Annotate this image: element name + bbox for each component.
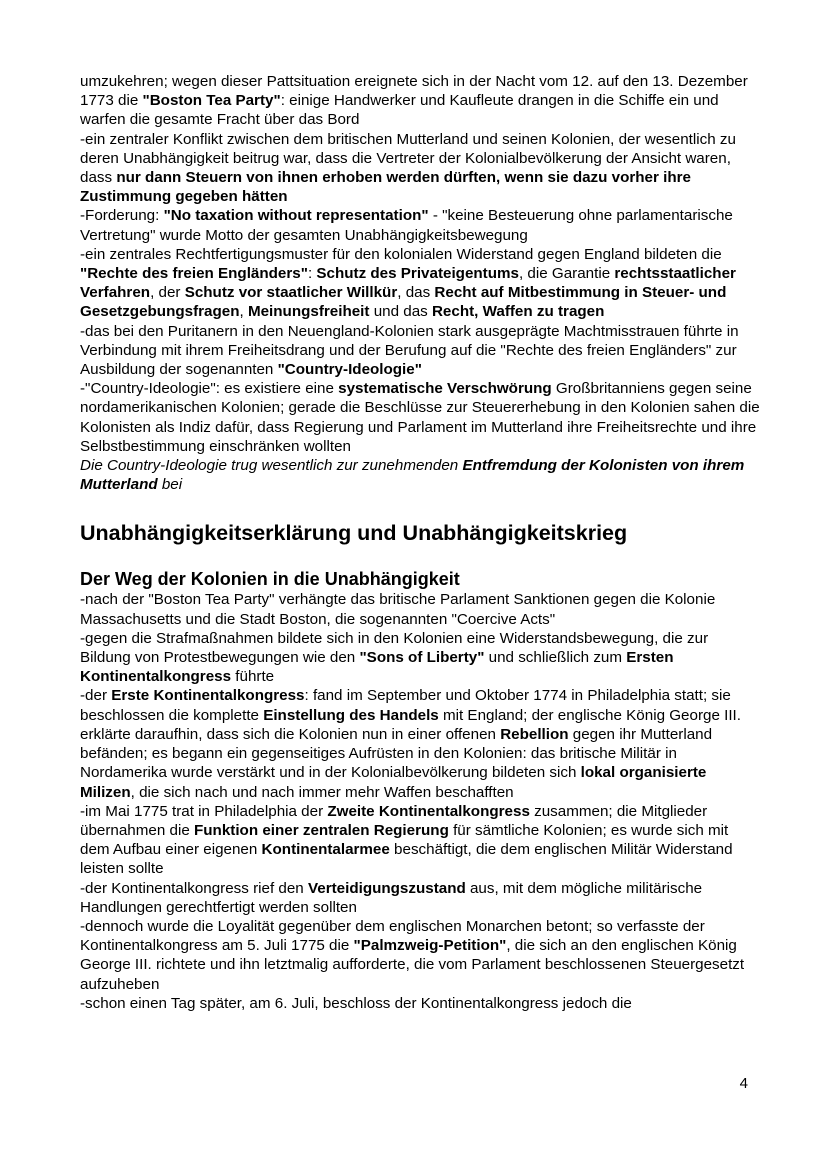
text-run: -"Country-Ideologie": es existiere eine	[80, 380, 339, 398]
text-run: ,	[239, 303, 248, 321]
text-run: und schließlich zum	[484, 649, 627, 667]
emphasis-text: lokal organisierte Milizen	[80, 764, 707, 801]
text-run: -der Kontinentalkongress rief den	[80, 879, 308, 897]
text-run: -nach der "Boston Tea Party" verhängte das britische Parlament Sanktionen gegen die Kolonie Massachusetts und die Stadt Boston, die sogenannten "Coercive Acts"	[80, 591, 716, 628]
paragraph	[80, 379, 760, 456]
text-run: : einige Handwerker und Kaufleute drangen in die Schiffe ein und warfen die gesamte Fracht über das Bord	[80, 92, 719, 129]
text-run: -im Mai 1775 trat in Philadelphia der	[80, 802, 328, 820]
text-run: -Forderung:	[80, 207, 164, 225]
text-run: , der	[150, 284, 185, 302]
emphasis-text: Kontinentalarmee	[261, 841, 390, 859]
text-run: -der	[80, 687, 112, 705]
section-text	[80, 590, 760, 1012]
paragraph	[80, 245, 760, 322]
paragraph	[80, 590, 760, 628]
text-run: umzukehren; wegen dieser Pattsituation ereignete sich in der Nacht vom 12. auf den 13. Dezember 1773 die	[80, 73, 748, 110]
text-run: -das bei den Puritanern in den Neuengland-Kolonien stark ausgeprägte Machtmisstrauen führte in Verbindung mit ihrem Freiheitsdrang und der Berufung auf die "Rechte des freien Engländers" zur Ausbildung der sogenannten	[80, 322, 739, 379]
emphasis-text: "Sons of Liberty"	[359, 649, 485, 667]
document-page	[80, 72, 760, 1013]
emphasis-text: Schutz vor staatlicher Willkür	[184, 284, 398, 302]
emphasis-text: Verteidigungszustand	[307, 879, 466, 897]
text-run: , das	[397, 284, 435, 302]
emphasis-text: Funktion einer zentralen Regierung	[194, 821, 449, 839]
emphasis-text: Meinungsfreiheit	[247, 303, 370, 321]
paragraph	[80, 917, 760, 994]
text-run: , die sich an den englischen König George III. richtete und ihn letztmalig aufforderte, die vom Parlament beschlossenen Steuergesetzt aufzuheben	[80, 937, 745, 993]
text-run: beschäftigt, die dem englischen Militär Widerstand leisten sollte	[80, 841, 733, 878]
emphasis-text: "Rechte des freien Engländers"	[80, 265, 308, 283]
text-run: aus, mit dem mögliche militärische Handlungen gerechtfertigt werden sollten	[80, 879, 703, 916]
text-run: führte	[231, 668, 275, 686]
emphasis-text: Ersten Kontinentalkongress	[80, 649, 674, 686]
emphasis-text: Recht auf Mitbestimmung in Steuer- und Gesetzgebungsfragen	[80, 284, 727, 321]
emphasis-text: nur dann Steuern von ihnen erhoben werden dürften, wenn sie dazu vorher ihre Zustimmung gegeben hätten	[80, 169, 691, 206]
paragraph	[80, 456, 760, 494]
text-run: :	[307, 265, 317, 283]
text-run: Großbritanniens gegen seine nordamerikanischen Kolonien; gerade die Beschlüsse zur Steuererhebung in den Kolonien sahen die Kolonisten als Indiz dafür, dass Regierung und Parlament im Mutterland ihre Freiheitsrechte und ihre Selbstbestimmung einschränken wollten	[80, 380, 760, 455]
emphasis-text: Rebellion	[500, 725, 569, 743]
emphasis-text: "Country-Ideologie"	[277, 361, 422, 379]
subsection-heading: Der Weg der Kolonien in die Unabhängigkeit	[80, 569, 460, 590]
paragraph	[80, 802, 760, 879]
text-run: für sämtliche Kolonien; es wurde sich mit dem Aufbau einer eigenen	[80, 821, 729, 859]
text-run: -dennoch wurde die Loyalität gegenüber dem englischen Monarchen betont; so verfasste der Kontinentalkongress am 5. Juli 1775 die	[80, 917, 705, 955]
emphasis-text: "No taxation without representation"	[163, 207, 429, 225]
text-run: -ein zentrales Rechtfertigungsmuster für den kolonialen Widerstand gegen England bildeten die	[80, 245, 722, 263]
paragraph	[80, 130, 760, 207]
text-run: , die sich nach und nach immer mehr Waffen beschafften	[130, 783, 514, 801]
emphasis-text: systematische Verschwörung	[338, 380, 552, 398]
emphasis-text: Zweite Kontinentalkongress	[327, 802, 530, 820]
text-run: -ein zentraler Konflikt zwischen dem britischen Mutterland und seinen Kolonien, der wesentlich zu deren Unabhängigkeit beitrug war, dass die Vertreter der Kolonialbevölkerung der Ansicht waren, dass	[80, 130, 736, 187]
text-run: bei	[157, 476, 183, 494]
paragraph	[80, 994, 760, 1013]
text-run: mit England; der englische König George III. erklärte daraufhin, dass sich die Kolonien nun in einer offenen	[80, 706, 741, 743]
emphasis-text: rechtsstaatlicher Verfahren	[80, 265, 736, 302]
text-run: -gegen die Strafmaßnahmen bildete sich in den Kolonien eine Widerstandsbewegung, die zur Bildung von Protestbewegungen wie den	[80, 629, 709, 667]
emphasis-text: Recht, Waffen zu tragen	[431, 303, 605, 321]
text-run: Die Country-Ideologie trug wesentlich zur zunehmenden	[80, 457, 463, 475]
text-run: , die Garantie	[518, 265, 615, 283]
emphasis-text: Erste Kontinentalkongress	[111, 687, 305, 705]
emphasis-text: Entfremdung der Kolonisten von ihrem Mutterland	[80, 457, 745, 494]
paragraph	[80, 629, 760, 687]
text-run: - "keine Besteuerung ohne parlamentarische Vertretung" wurde Motto der gesamten Unabhängigkeitsbewegung	[80, 207, 733, 244]
paragraph	[80, 686, 760, 801]
paragraph	[80, 72, 760, 130]
text-run: -schon einen Tag später, am 6. Juli, beschloss der Kontinentalkongress jedoch die	[80, 994, 632, 1012]
text-run: gegen ihr Mutterland befänden; es begann ein gegenseitiges Aufrüsten in den Kolonien: das britische Militär in Nordamerika wurde verstärkt und in der Kolonialbevölkerung bildeten sich	[80, 725, 713, 782]
paragraph	[80, 322, 760, 380]
section-heading: Unabhängigkeitserklärung und Unabhängigkeitskrieg	[80, 521, 628, 546]
paragraph	[80, 206, 760, 244]
text-run: zusammen; die Mitglieder übernahmen die	[80, 802, 708, 839]
emphasis-text: "Palmzweig-Petition"	[353, 937, 507, 955]
text-run: : fand im September und Oktober 1774 in Philadelphia statt; sie beschlossen die komplette	[80, 687, 731, 724]
intro-text	[80, 72, 760, 494]
emphasis-text: "Boston Tea Party"	[142, 92, 281, 110]
text-run: und das	[369, 303, 432, 321]
emphasis-text: Einstellung des Handels	[263, 706, 439, 724]
page-number: 4	[739, 1075, 748, 1092]
emphasis-text: Schutz des Privateigentums	[316, 265, 519, 283]
paragraph	[80, 879, 760, 917]
